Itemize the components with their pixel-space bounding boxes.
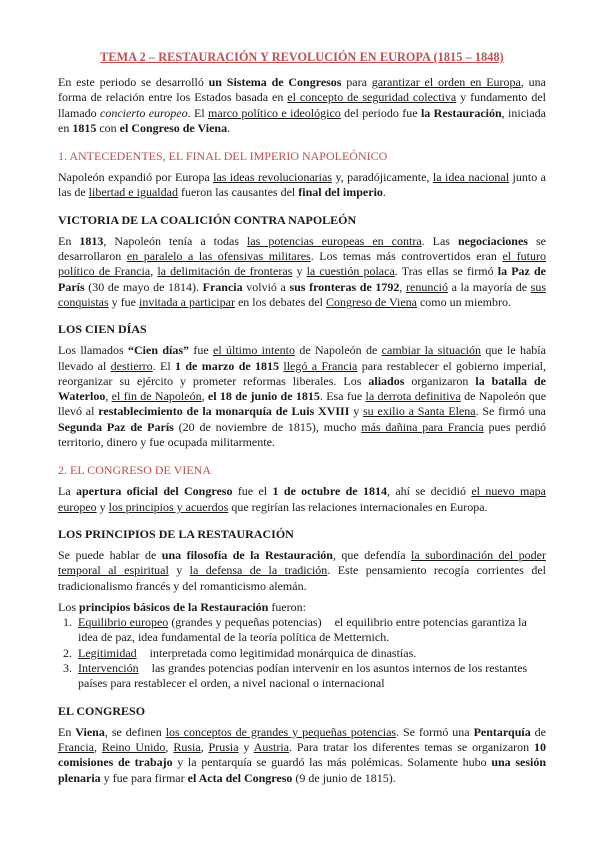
list-item: 2. Legitimidad interpretada como legitimidad monárquica de dinastías.	[63, 645, 417, 660]
principios-list	[58, 615, 546, 691]
list-item: 1. Equilibrio europeo (grandes y pequeñas potencias) el equilibrio entre potencias garantiza la idea de paz, idea fundamental de la teoría política de Metternich.	[63, 615, 527, 645]
section-2-heading: 2. EL CONGRESO DE VIENA	[58, 463, 211, 478]
congreso-heading: EL CONGRESO	[58, 703, 146, 718]
principios-heading: LOS PRINCIPIOS DE LA RESTAURACIÓN	[58, 526, 294, 541]
document-title: TEMA 2 – RESTAURACIÓN Y REVOLUCIÓN EN EUROPA (1815 – 1848)	[100, 50, 504, 64]
victoria-paragraph: En 1813, Napoleón tenía a todas las potencias europeas en contra. Las negociaciones se desarrollaron en paralelo a las ofensivas militares. Los temas más controvertidos eran el futuro político de Francia, la delimitación de fronteras y la cuestión polaca. Tras ellas se firmó la Paz de París (30 de mayo de 1814). Francia volvió a sus fronteras de 1792, renunció a la mayoría de sus conquistas y fue invitada a participar en los debates del Congreso de Viena como un miembro.	[58, 233, 546, 309]
section-1-paragraph: Napoleón expandió por Europa las ideas revolucionarias y, paradójicamente, la idea nacional junto a las de libertad e igualdad fueron las causantes del final del imperio.	[58, 170, 546, 200]
principios-paragraph: Se puede hablar de una filosofía de la Restauración, que defendía la subordinación del poder temporal al espiritual y la defensa de la tradición. Este pensamiento recogía corrientes del tradicionalismo francés y del romanticismo alemán.	[58, 547, 546, 593]
principios-list-intro: Los principios básicos de la Restauración fueron:	[58, 599, 307, 614]
congreso-paragraph: En Viena, se definen los conceptos de grandes y pequeñas potencias. Se formó una Pentarquía de Francia, Reino Unido, Rusia, Prusia y Austria. Para tratar los diferentes temas se organizaron 10 comisiones de trabajo y la pentarquía se guardó las más polémicas. Solamente hubo una sesión plenaria y fue para firmar el Acta del Congreso (9 de junio de 1815).	[58, 724, 547, 785]
section-1-heading: 1. ANTECEDENTES, EL FINAL DEL IMPERIO NAPOLEÓNICO	[58, 149, 388, 164]
list-item: 3. Intervención las grandes potencias podían intervenir en los asuntos internos de los restantes países para restablecer el orden, a nivel nacional o internacional	[63, 661, 528, 691]
section-2-paragraph: La apertura oficial del Congreso fue el 1 de octubre de 1814, ahí se decidió el nuevo mapa europeo y los principios y acuerdos que regirían las relaciones internacionales en Europa.	[58, 484, 546, 514]
cien-dias-paragraph: Los llamados “Cien días” fue el último intento de Napoleón de cambiar la situación que le había llevado al destierro. El 1 de marzo de 1815 llegó a Francia para restablecer el gobierno imperial, reorganizar su ejército y prometer reformas liberales. Los aliados organizaron la batalla de Waterloo, el fin de Napoleón, el 18 de junio de 1815. Esa fue la derrota definitiva de Napoleón que llevó al restablecimiento de la monarquía de Luis XVIII y su exilio a Santa Elena. Se firmó una Segunda Paz de París (20 de noviembre de 1815), mucho más dañina para Francia pues perdió territorio, dinero y fue ocupada militarmente.	[58, 343, 547, 450]
cien-dias-heading: LOS CIEN DÍAS	[58, 322, 147, 337]
intro-paragraph: En este periodo se desarrolló un Sistema de Congresos para garantizar el orden en Europa, una forma de relación entre los Estados basada en el concepto de seguridad colectiva y fundamento del llamado concierto europeo. El marco político e ideológico del periodo fue la Restauración, iniciada en 1815 con el Congreso de Viena.	[58, 75, 547, 135]
victoria-heading: VICTORIA DE LA COALICIÓN CONTRA NAPOLEÓN	[58, 212, 357, 227]
